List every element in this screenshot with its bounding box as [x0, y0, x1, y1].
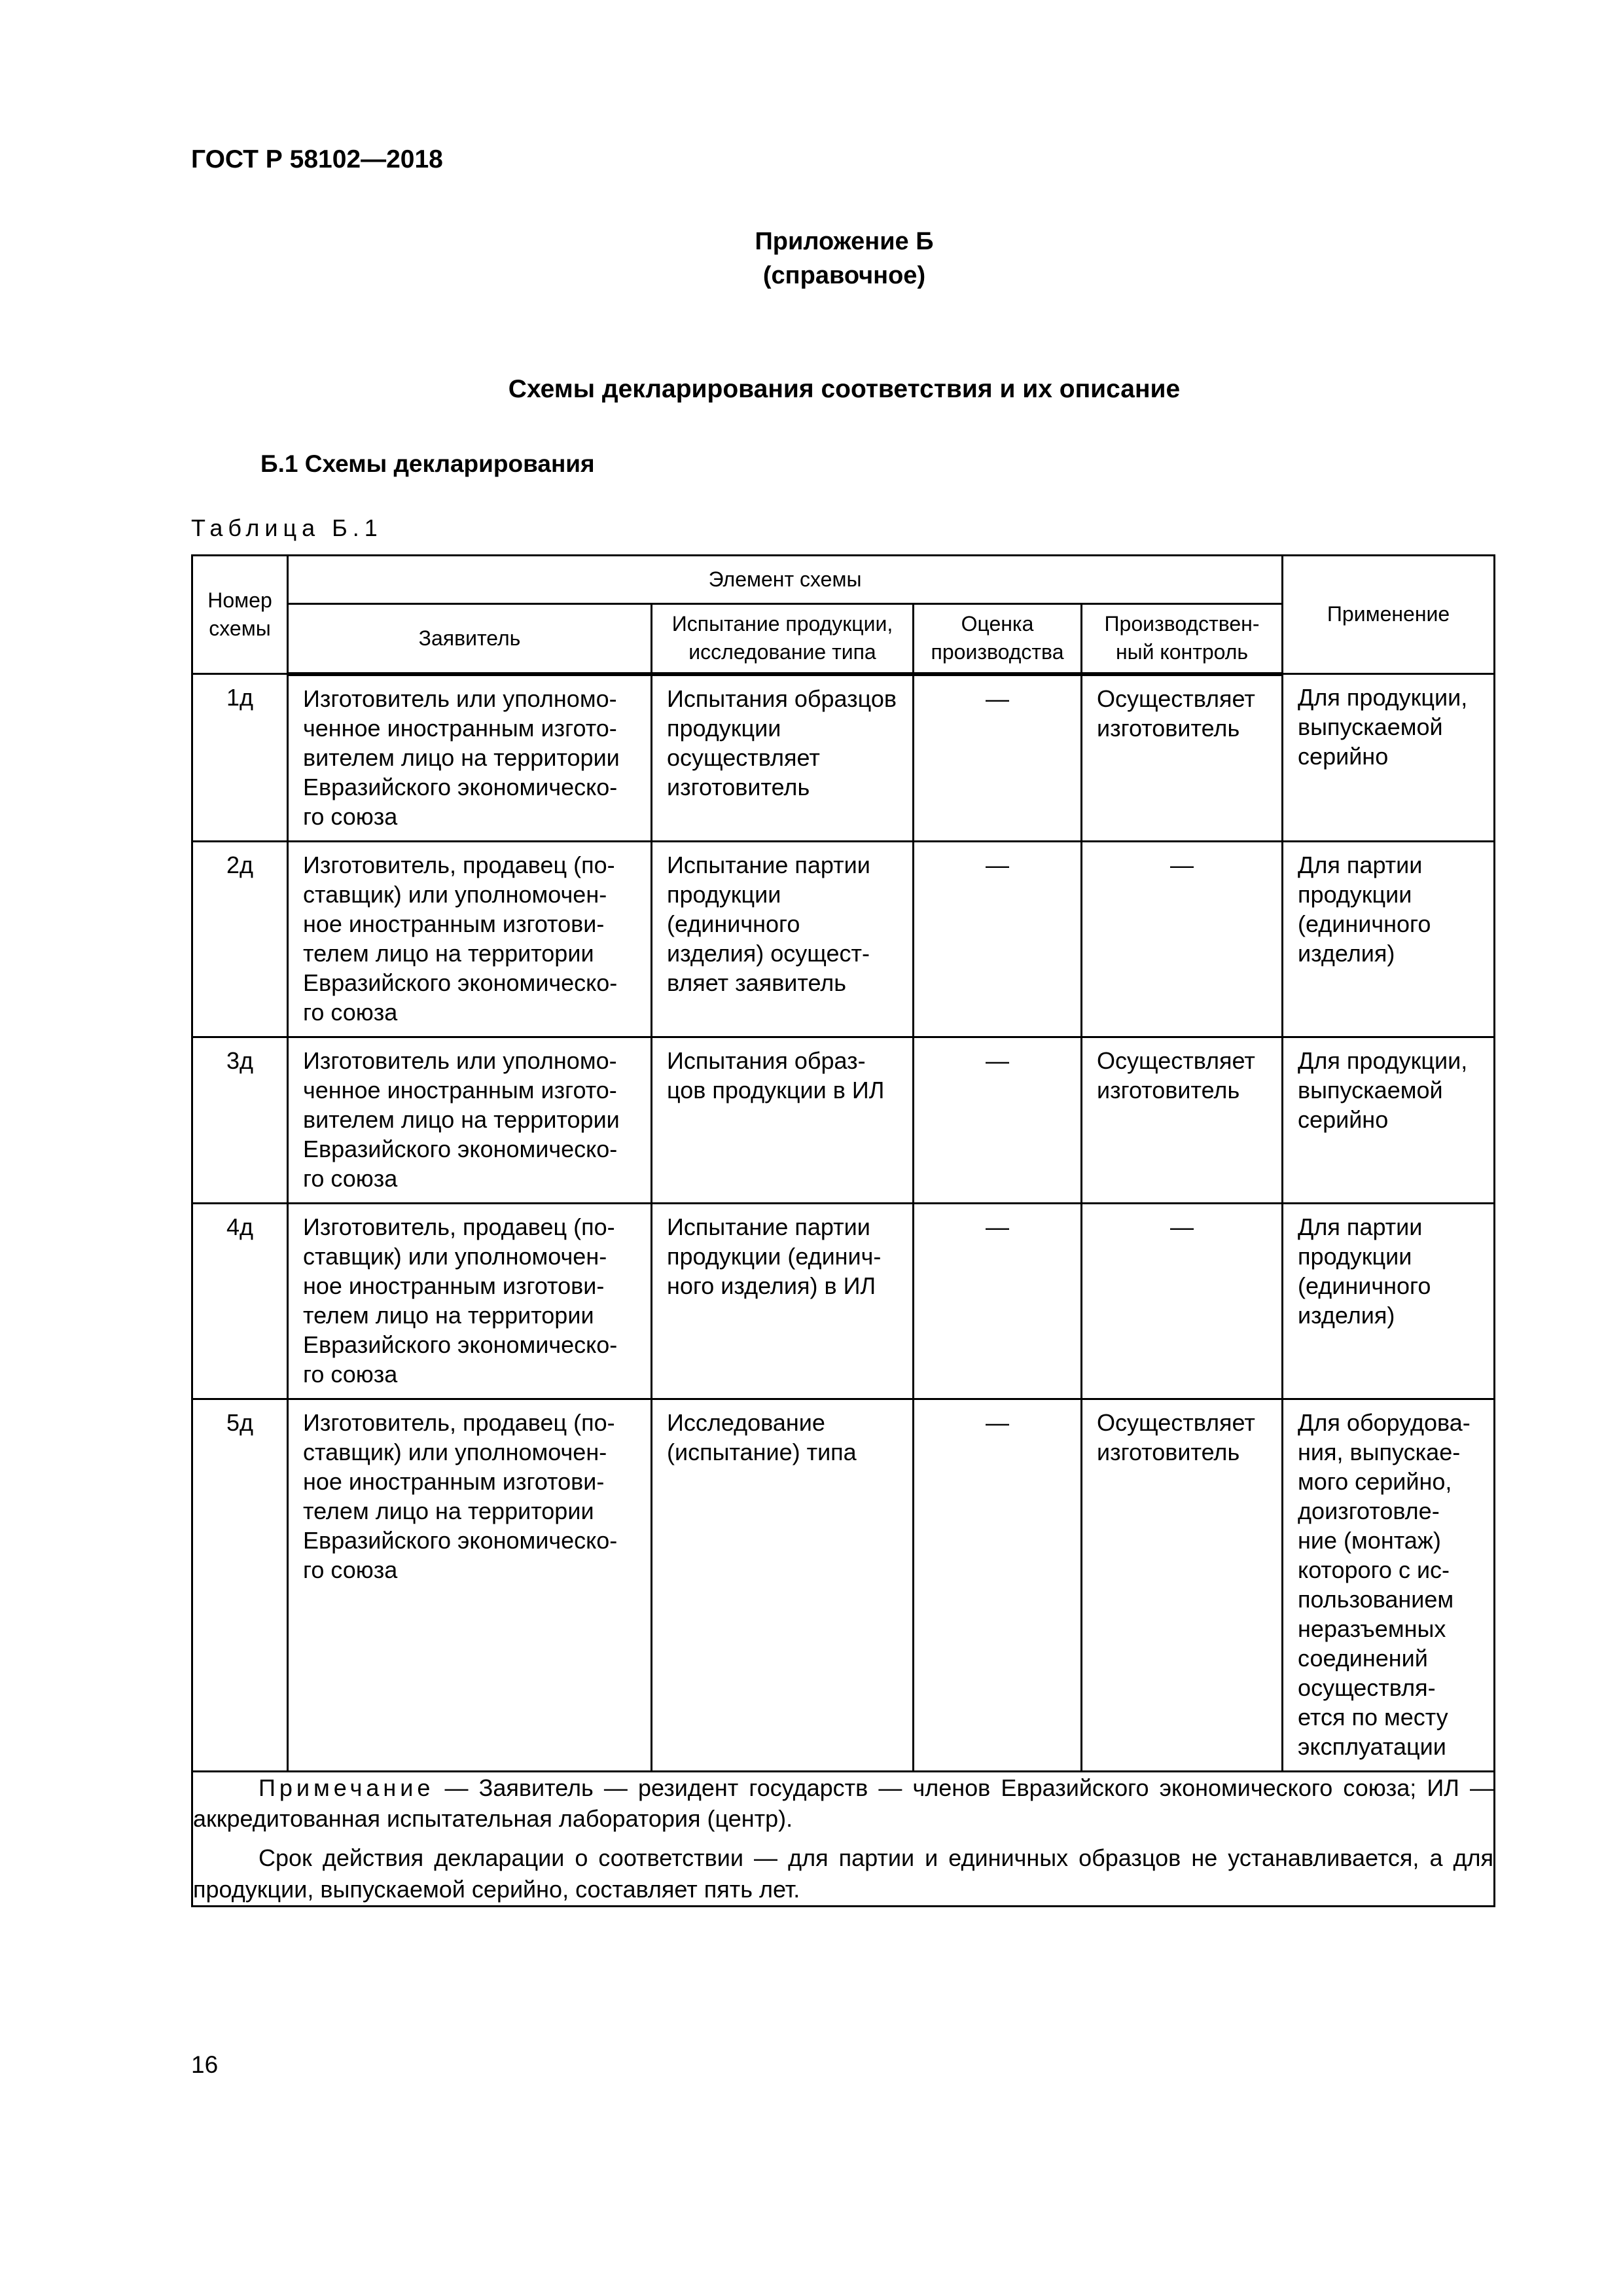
header-production-assessment: Оценка производства: [914, 604, 1082, 674]
table-row: [192, 1037, 1495, 1203]
table-caption: Таблица Б.1: [191, 514, 383, 541]
table-row: [192, 1399, 1495, 1771]
table-row: [192, 1203, 1495, 1399]
assessment-cell: —: [914, 1399, 1082, 1771]
note-text: — Заявитель — резидент государств — членов Евразийского экономического союза; ИЛ — аккредитованная испытательная лаборатория (центр).: [193, 1774, 1494, 1833]
page-number: 16: [191, 2051, 219, 2078]
note-paragraph: [193, 1772, 1493, 1835]
scheme-number: 2д: [192, 841, 288, 1037]
note-label: Примечание: [259, 1774, 435, 1801]
table-notes-row: [192, 1771, 1495, 1907]
application-cell: Для оборудова- ния, выпускае- мого серийно, доизготовле- ние (монтаж) которого с ис- пользованием неразъемных соединений осуществля- ется по месту эксплуатации: [1283, 1399, 1495, 1771]
table-notes: [192, 1771, 1495, 1907]
appendix-type: (справочное): [762, 262, 926, 290]
header-scheme-element: Элемент схемы: [288, 556, 1283, 604]
application-cell: Для продукции, выпускаемой серийно: [1283, 1037, 1495, 1203]
testing-cell: Испытания образ- цов продукции в ИЛ: [652, 1037, 914, 1203]
application-cell: Для продукции, выпускаемой серийно: [1283, 674, 1495, 842]
appendix-title: Приложение Б: [755, 228, 934, 255]
scheme-number: 5д: [192, 1399, 288, 1771]
testing-cell: Испытание партии продукции (единич- ного изделия) в ИЛ: [652, 1203, 914, 1399]
application-cell: Для партии продукции (единичного изделия): [1283, 1203, 1495, 1399]
validity-paragraph: Срок действия декларации о соответствии — для партии и единичных образцов не устанавливается, а для продукции, выпускаемой серийно, составляет пять лет.: [193, 1844, 1494, 1903]
header-application: Применение: [1283, 556, 1495, 674]
scheme-number: 1д: [192, 674, 288, 842]
assessment-cell: —: [914, 1203, 1082, 1399]
application-cell: Для партии продукции (единичного изделия): [1283, 841, 1495, 1037]
table-header-row: [192, 556, 1495, 604]
applicant-cell: Изготовитель или уполномо- ченное иностранным изгото- вителем лицо на территории Евразийского экономическо- го союза: [288, 1037, 652, 1203]
control-cell: Осуществляет изготовитель: [1082, 674, 1283, 842]
document-header: ГОСТ Р 58102—2018: [191, 145, 443, 173]
applicant-cell: Изготовитель, продавец (по- ставщик) или уполномочен- ное иностранным изготови- телем лицо на территории Евразийского экономическо- го союза: [288, 1203, 652, 1399]
scheme-number: 3д: [192, 1037, 288, 1203]
testing-cell: Испытания образцов продукции осуществляет изготовитель: [652, 674, 914, 842]
control-cell: —: [1082, 1203, 1283, 1399]
assessment-cell: —: [914, 841, 1082, 1037]
control-cell: Осуществляет изготовитель: [1082, 1399, 1283, 1771]
testing-cell: Испытание партии продукции (единичного изделия) осущест- вляет заявитель: [652, 841, 914, 1037]
assessment-cell: —: [914, 674, 1082, 842]
header-production-control: Производствен- ный контроль: [1082, 604, 1283, 674]
header-testing: Испытание продукции, исследование типа: [652, 604, 914, 674]
applicant-cell: Изготовитель или уполномо- ченное иностранным изгото- вителем лицо на территории Евразийского экономическо- го союза: [288, 674, 652, 842]
applicant-cell: Изготовитель, продавец (по- ставщик) или уполномочен- ное иностранным изготови- телем лицо на территории Евразийского экономическо- го союза: [288, 1399, 652, 1771]
testing-cell: Исследование (испытание) типа: [652, 1399, 914, 1771]
control-cell: Осуществляет изготовитель: [1082, 1037, 1283, 1203]
table-row: [192, 841, 1495, 1037]
schemes-table: [191, 554, 1495, 1907]
header-applicant: Заявитель: [288, 604, 652, 674]
header-scheme-number: Номер схемы: [192, 556, 288, 674]
table-row: [192, 674, 1495, 842]
section-title: Схемы декларирования соответствия и их описание: [508, 375, 1181, 403]
subsection-title: Б.1 Схемы декларирования: [260, 450, 595, 477]
applicant-cell: Изготовитель, продавец (по- ставщик) или уполномочен- ное иностранным изготови- телем лицо на территории Евразийского экономическо- го союза: [288, 841, 652, 1037]
appendix-heading: [0, 224, 1623, 293]
scheme-number: 4д: [192, 1203, 288, 1399]
assessment-cell: —: [914, 1037, 1082, 1203]
control-cell: —: [1082, 841, 1283, 1037]
